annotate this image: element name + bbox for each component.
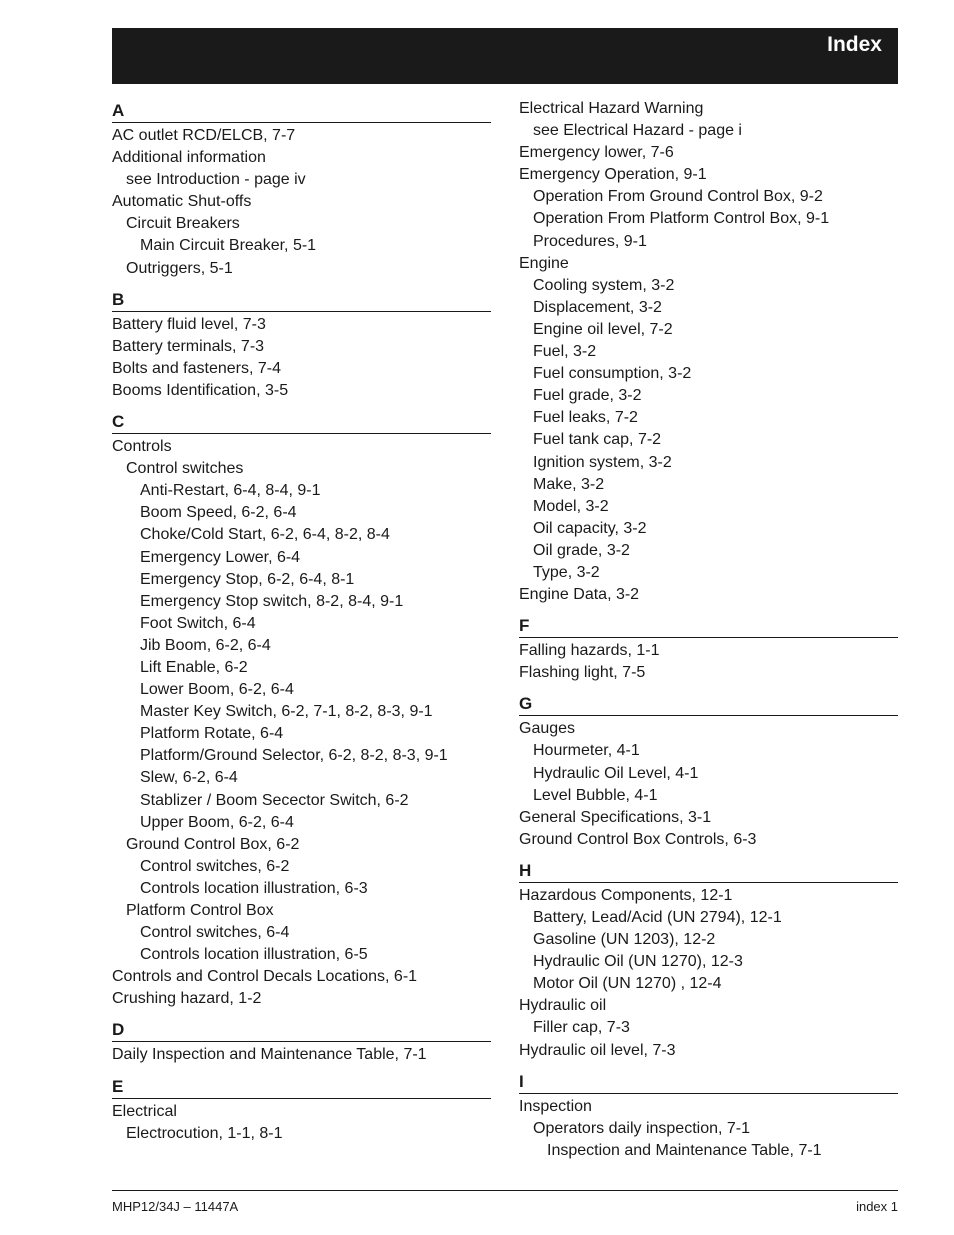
index-entry: Make, 3-2 bbox=[533, 475, 605, 493]
index-entry: Gauges bbox=[519, 720, 576, 738]
section-letter: C bbox=[112, 409, 491, 434]
index-entry: AC outlet RCD/ELCB, 7-7 bbox=[112, 127, 296, 144]
index-entry: Emergency Stop switch, 8-2, 8-4, 9-1 bbox=[140, 592, 404, 610]
index-entry: Controls bbox=[112, 438, 172, 456]
index-entry: Electrical Hazard Warning bbox=[519, 100, 704, 117]
index-entry: Operators daily inspection, 7-1 bbox=[533, 1119, 750, 1137]
index-entry: Crushing hazard, 1-2 bbox=[112, 990, 262, 1008]
index-entry: General Specifications, 3-1 bbox=[519, 808, 712, 826]
index-entry: Control switches, 6-4 bbox=[140, 924, 290, 942]
index-section bbox=[112, 98, 491, 280]
index-entry: Fuel grade, 3-2 bbox=[533, 387, 642, 405]
footer-document-id: MHP12/34J – 11447A bbox=[112, 1199, 239, 1214]
index-entry: Booms Identification, 3-5 bbox=[112, 381, 289, 399]
index-entry: Displacement, 3-2 bbox=[533, 298, 662, 316]
index-entry: Outriggers, 5-1 bbox=[126, 259, 233, 277]
index-entry: Hydraulic oil bbox=[519, 997, 607, 1015]
index-section bbox=[112, 1017, 491, 1066]
index-entry: Cooling system, 3-2 bbox=[533, 276, 675, 294]
index-entry: Operation From Ground Control Box, 9-2 bbox=[533, 188, 823, 206]
index-entry: Motor Oil (UN 1270) , 12-4 bbox=[533, 975, 722, 993]
section-letter: F bbox=[519, 613, 898, 638]
index-entry: Lower Boom, 6-2, 6-4 bbox=[140, 681, 294, 699]
index-entry: Anti-Restart, 6-4, 8-4, 9-1 bbox=[140, 482, 321, 500]
index-section bbox=[519, 613, 898, 684]
index-section bbox=[112, 287, 491, 402]
index-section bbox=[112, 409, 491, 1010]
index-entry: Controls location illustration, 6-3 bbox=[140, 879, 368, 897]
index-entry: Jib Boom, 6-2, 6-4 bbox=[140, 636, 271, 654]
index-entry: Foot Switch, 6-4 bbox=[140, 614, 256, 632]
index-entry: Lift Enable, 6-2 bbox=[140, 658, 248, 676]
index-entry: Electrical bbox=[112, 1102, 177, 1120]
index-section bbox=[519, 98, 898, 606]
index-entry: see Electrical Hazard - page i bbox=[533, 122, 742, 140]
index-entry: Model, 3-2 bbox=[533, 497, 609, 515]
section-letter: A bbox=[112, 98, 491, 123]
index-entry: Engine Data, 3-2 bbox=[519, 586, 640, 604]
index-column-left bbox=[112, 98, 491, 1152]
header-bar bbox=[112, 28, 898, 84]
section-letter: H bbox=[519, 858, 898, 883]
index-entry: Fuel leaks, 7-2 bbox=[533, 409, 638, 427]
index-entry: Emergency Stop, 6-2, 6-4, 8-1 bbox=[140, 570, 355, 588]
index-entry: Control switches, 6-2 bbox=[140, 857, 290, 875]
index-entry: Level Bubble, 4-1 bbox=[533, 786, 658, 804]
index-entry: Hydraulic Oil (UN 1270), 12-3 bbox=[533, 953, 743, 971]
index-entry: Inspection bbox=[519, 1097, 592, 1115]
index-entry: Main Circuit Breaker, 5-1 bbox=[140, 237, 317, 255]
section-letter: B bbox=[112, 287, 491, 312]
section-letter: D bbox=[112, 1017, 491, 1042]
index-entry: see Introduction - page iv bbox=[126, 171, 306, 189]
footer-divider bbox=[112, 1190, 898, 1191]
index-entry: Platform Rotate, 6-4 bbox=[140, 725, 284, 743]
index-column-right bbox=[519, 98, 898, 1169]
index-entry: Additional information bbox=[112, 149, 266, 167]
index-entry: Electrocution, 1-1, 8-1 bbox=[126, 1124, 283, 1142]
index-entry: Flashing light, 7-5 bbox=[519, 664, 646, 682]
index-entry: Fuel tank cap, 7-2 bbox=[533, 431, 662, 449]
index-entry: Master Key Switch, 6-2, 7-1, 8-2, 8-3, 9-1 bbox=[140, 703, 433, 721]
footer-page-number: index 1 bbox=[856, 1199, 898, 1214]
index-entry: Daily Inspection and Maintenance Table, 7-1 bbox=[112, 1046, 427, 1064]
index-entry: Hazardous Components, 12-1 bbox=[519, 886, 733, 904]
index-entry: Battery terminals, 7-3 bbox=[112, 337, 265, 355]
index-entry: Fuel consumption, 3-2 bbox=[533, 365, 692, 383]
index-entry: Controls location illustration, 6-5 bbox=[140, 946, 368, 964]
index-entry: Emergency lower, 7-6 bbox=[519, 144, 674, 162]
index-entry: Automatic Shut-offs bbox=[112, 193, 252, 211]
index-entry: Oil capacity, 3-2 bbox=[533, 519, 647, 537]
index-entry: Controls and Control Decals Locations, 6-1 bbox=[112, 968, 418, 986]
index-entry: Battery fluid level, 7-3 bbox=[112, 315, 266, 333]
index-entry: Ground Control Box, 6-2 bbox=[126, 835, 300, 853]
index-entry: Engine oil level, 7-2 bbox=[533, 320, 673, 338]
section-letter: I bbox=[519, 1069, 898, 1094]
index-section bbox=[519, 858, 898, 1062]
index-entry: Procedures, 9-1 bbox=[533, 232, 647, 250]
index-entry: Oil grade, 3-2 bbox=[533, 541, 630, 559]
index-entry: Hourmeter, 4-1 bbox=[533, 742, 640, 760]
index-entry: Hydraulic oil level, 7-3 bbox=[519, 1041, 676, 1059]
index-entry: Boom Speed, 6-2, 6-4 bbox=[140, 504, 297, 522]
index-section bbox=[519, 691, 898, 851]
index-entry: Operation From Platform Control Box, 9-1 bbox=[533, 210, 830, 228]
index-entry: Circuit Breakers bbox=[126, 215, 240, 233]
index-entry: Bolts and fasteners, 7-4 bbox=[112, 359, 281, 377]
index-entry: Choke/Cold Start, 6-2, 6-4, 8-2, 8-4 bbox=[140, 526, 390, 544]
index-entry: Gasoline (UN 1203), 12-2 bbox=[533, 931, 716, 949]
index-entry: Upper Boom, 6-2, 6-4 bbox=[140, 813, 294, 831]
index-entry: Inspection and Maintenance Table, 7-1 bbox=[547, 1141, 822, 1159]
index-entry: Platform Control Box bbox=[126, 902, 274, 919]
index-entry: Hydraulic Oil Level, 4-1 bbox=[533, 764, 699, 782]
index-entry: Battery, Lead/Acid (UN 2794), 12-1 bbox=[533, 909, 782, 926]
index-entry: Control switches bbox=[126, 460, 244, 478]
index-entry: Type, 3-2 bbox=[533, 563, 600, 581]
index-entry: Filler cap, 7-3 bbox=[533, 1019, 630, 1037]
index-entry: Ground Control Box Controls, 6-3 bbox=[519, 830, 757, 848]
index-entry: Ignition system, 3-2 bbox=[533, 453, 672, 471]
index-entry: Engine bbox=[519, 254, 569, 272]
section-letter: E bbox=[112, 1074, 491, 1099]
index-entry: Emergency Lower, 6-4 bbox=[140, 548, 301, 566]
index-entry: Falling hazards, 1-1 bbox=[519, 642, 660, 660]
page-title: Index bbox=[827, 33, 882, 56]
section-letter: G bbox=[519, 691, 898, 716]
index-entry: Fuel, 3-2 bbox=[533, 343, 597, 361]
index-section bbox=[112, 1074, 491, 1145]
index-section bbox=[519, 1069, 898, 1162]
index-entry: Emergency Operation, 9-1 bbox=[519, 166, 707, 184]
index-entry: Slew, 6-2, 6-4 bbox=[140, 769, 238, 787]
index-entry: Stablizer / Boom Secector Switch, 6-2 bbox=[140, 791, 409, 809]
index-entry: Platform/Ground Selector, 6-2, 8-2, 8-3, 9-1 bbox=[140, 747, 448, 765]
